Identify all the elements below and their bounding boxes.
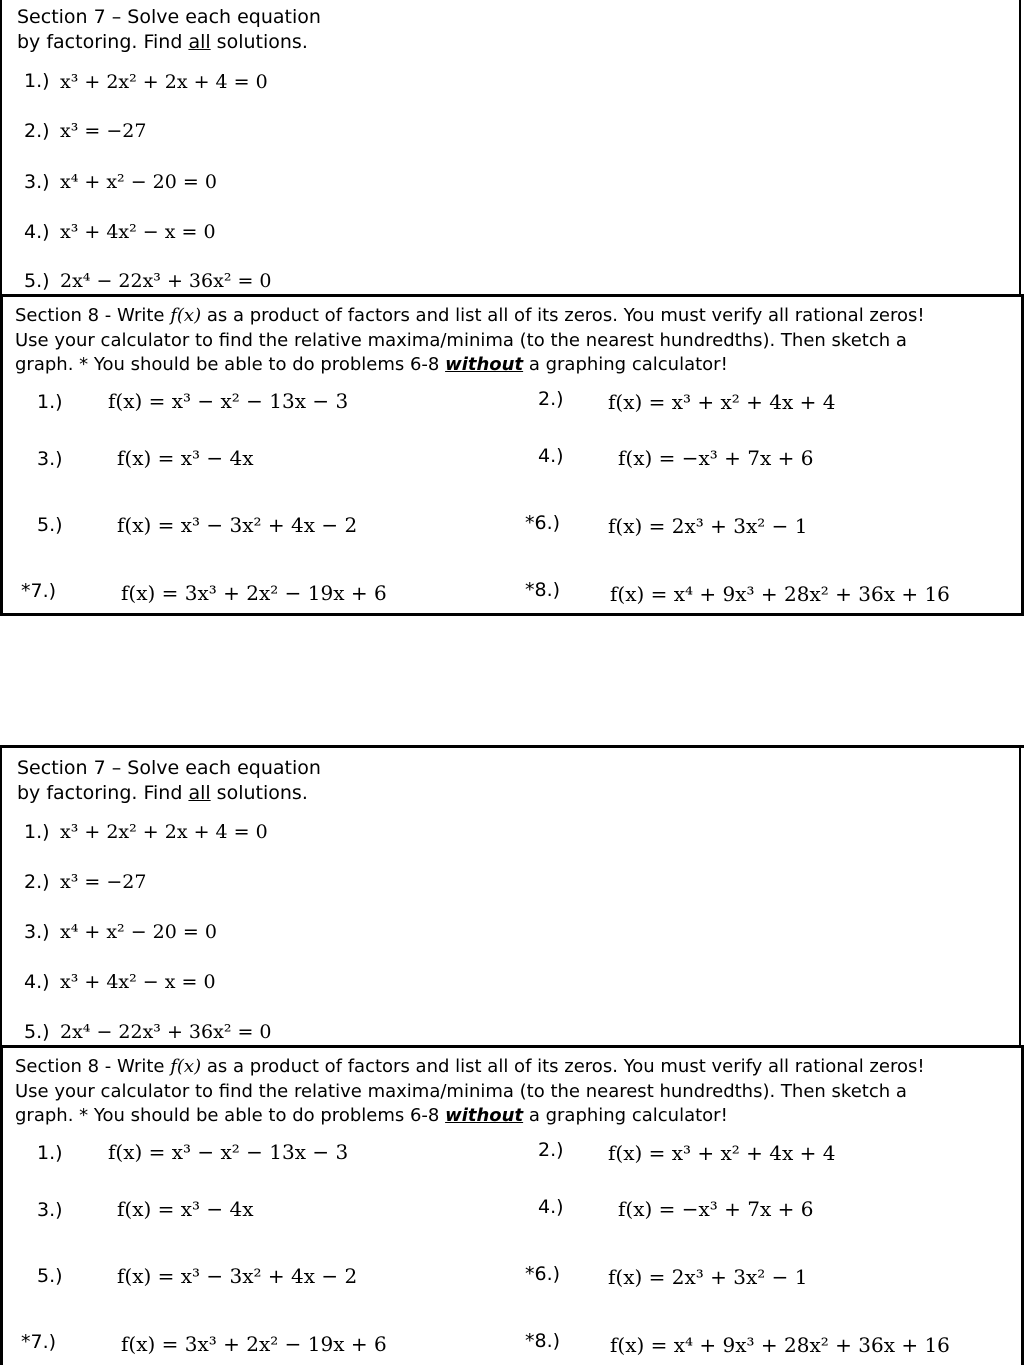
section-8-instructions: Section 8 - Write f(x) as a product of factors and list all of its zeros. You must verify all rational zeros! Use your calculator to find the relative maxima/minima (to the nearest hundredths). Then sketch a graph. * You should be able to do problems 6-8 without a graphing calculator! [15,1056,925,1126]
section-7-title: Section 7 – Solve each equation by factoring. Find all solutions. [17,757,321,804]
worksheet-1 [0,0,1024,616]
worksheet-2 [0,745,1024,1365]
section-7-title: Section 7 – Solve each equation by factoring. Find all solutions. [17,6,321,53]
section-7-box: Section 7 – Solve each equation by factoring. Find all solutions. 1.) x³ + 2x² + 2x + 4 = 0 2.) x³ = −27 3.) x⁴ + x² − 20 = 0 4.) x³ + 4x² − x = 0 5.) 2x⁴ − 22x³ + 36x² = 0 [0,748,1021,1046]
section-7-box: Section 7 – Solve each equation by factoring. Find all solutions. 1.) x³ + 2x² + 2x + 4 = 0 2.) x³ = −27 3.) x⁴ + x² − 20 = 0 4.) x³ + 4x² − x = 0 5.) 2x⁴ − 22x³ + 36x² = 0 [0,0,1021,297]
section-8-box: Section 8 - Write f(x) as a product of factors and list all of its zeros. You must verify all rational zeros! Use your calculator to find the relative maxima/minima (to the nearest hundredths). Then sketch a graph. * You should be able to do problems 6-8 without a graphing calculator! 1.) f(x) = x³ − x² − 13x − 3 2.) f(x) = x³ + x² + 4x + 4 3.) f(x) = x³ − 4x 4.) f(x) = −x³ + 7x + 6 5.) f(x) = x³ − 3x² + 4x − 2 *6.) f(x) = 2x³ + 3x² − 1 *7.) f(x) = 3x³ + 2x² − 19x + 6 *8.) f(x) = x⁴ + 9x³ + 28x² + 36x + 16 [0,294,1024,616]
section-8-box: Section 8 - Write f(x) as a product of factors and list all of its zeros. You must verify all rational zeros! Use your calculator to find the relative maxima/minima (to the nearest hundredths). Then sketch a graph. * You should be able to do problems 6-8 without a graphing calculator! 1.) f(x) = x³ − x² − 13x − 3 2.) f(x) = x³ + x² + 4x + 4 3.) f(x) = x³ − 4x 4.) f(x) = −x³ + 7x + 6 5.) f(x) = x³ − 3x² + 4x − 2 *6.) f(x) = 2x³ + 3x² − 1 *7.) f(x) = 3x³ + 2x² − 19x + 6 *8.) f(x) = x⁴ + 9x³ + 28x² + 36x + 16 [0,1045,1024,1365]
section-8-instructions: Section 8 - Write f(x) as a product of factors and list all of its zeros. You must verify all rational zeros! Use your calculator to find the relative maxima/minima (to the nearest hundredths). Then sketch a graph. * You should be able to do problems 6-8 without a graphing calculator! [15,305,925,375]
